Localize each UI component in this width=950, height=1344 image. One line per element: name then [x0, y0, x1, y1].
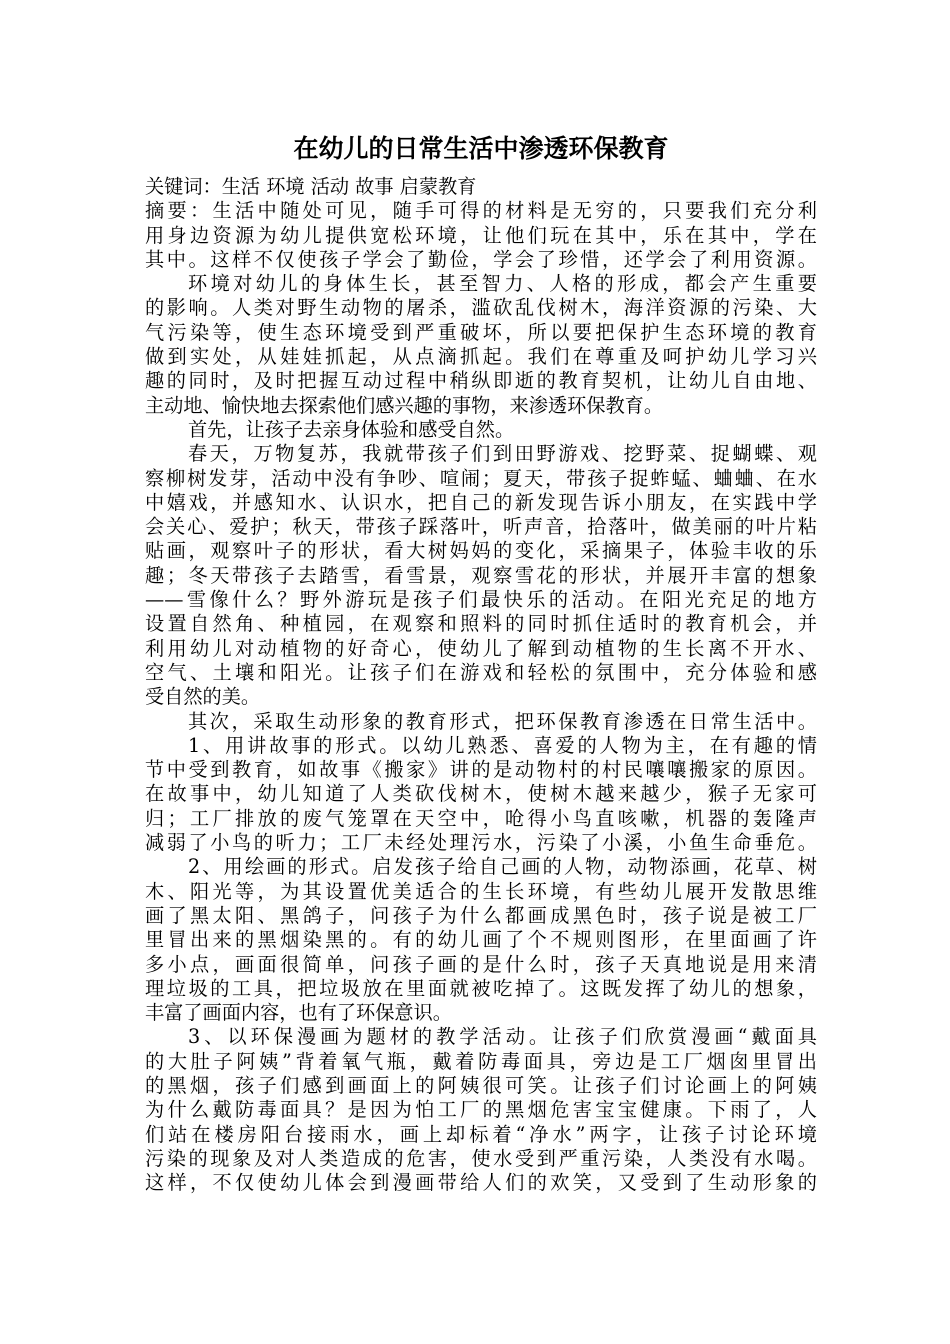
- document-body: [145, 175, 817, 1195]
- text-line: 摘要：生活中随处可见，随手可得的材料是无穷的，只要我们充分利: [145, 199, 817, 223]
- text-line: 的大肚子阿姨”背着氧气瓶，戴着防毒面具，旁边是工厂烟囱里冒出: [145, 1049, 817, 1073]
- text-line: 春天，万物复苏，我就带孩子们到田野游戏、挖野菜、捉蝴蝶、观: [188, 442, 817, 466]
- text-line: 2、用绘画的形式。启发孩子给自己画的人物，动物添画，花草、树: [188, 855, 817, 879]
- text-line: 的影响。人类对野生动物的屠杀，滥砍乱伐树木，海洋资源的污染、大: [145, 296, 817, 320]
- text-line: 设置自然角、种植园，在观察和照料的同时抓住适时的教育机会，并: [145, 612, 817, 636]
- text-line: 趣；冬天带孩子去踏雪，看雪景，观察雪花的形状，并展开丰富的想象: [145, 563, 817, 587]
- text-line: 木、阳光等，为其设置优美适合的生长环境，有些幼儿展开发散思维: [145, 879, 817, 903]
- text-line: 丰富了画面内容，也有了环保意识。: [145, 1001, 452, 1025]
- text-line: 首先，让孩子去亲身体验和感受自然。: [188, 417, 515, 441]
- text-line: 减弱了小鸟的听力；工厂未经处理污水，污染了小溪，小鱼生命垂危。: [145, 831, 817, 855]
- text-line: 会关心、爱护；秋天，带孩子踩落叶，听声音，拾落叶，做美丽的叶片粘: [145, 515, 817, 539]
- text-line: 多小点，画面很简单，问孩子画的是什么时，孩子天真地说是用来清: [145, 952, 817, 976]
- text-line: 理垃圾的工具，把垃圾放在里面就被吃掉了。这既发挥了幼儿的想象，: [145, 976, 817, 1000]
- text-line: 察柳树发芽，活动中没有争吵、喧闹；夏天，带孩子捉蚱蜢、蛐蛐、在水: [145, 466, 817, 490]
- text-line: 环境对幼儿的身体生长，甚至智力、人格的形成，都会产生重要: [188, 272, 817, 296]
- text-line: 中嬉戏，并感知水、认识水，把自己的新发现告诉小朋友，在实践中学: [145, 490, 817, 514]
- text-line: 其次，采取生动形象的教育形式，把环保教育渗透在日常生活中。: [188, 709, 817, 733]
- text-line: 用身边资源为幼儿提供宽松环境，让他们玩在其中，乐在其中，学在: [145, 223, 817, 247]
- text-line: 画了黑太阳、黑鸽子，问孩子为什么都画成黑色时，孩子说是被工厂: [145, 903, 817, 927]
- text-line: 里冒出来的黑烟染黑的。有的幼儿画了个不规则图形，在里面画了许: [145, 928, 817, 952]
- text-line: ——雪像什么？野外游玩是孩子们最快乐的活动。在阳光充足的地方: [145, 588, 817, 612]
- text-line: 这样，不仅使幼儿体会到漫画带给人们的欢笑，又受到了生动形象的: [145, 1171, 817, 1195]
- text-line: 污染的现象及对人类造成的危害，使水受到严重污染，人类没有水喝。: [145, 1146, 817, 1170]
- text-line: 利用幼儿对动植物的好奇心，使幼儿了解到动植物的生长离不开水、: [145, 636, 817, 660]
- text-line: 做到实处，从娃娃抓起，从点滴抓起。我们在尊重及呵护幼儿学习兴: [145, 345, 817, 369]
- text-line: 气污染等，使生态环境受到严重破坏，所以要把保护生态环境的教育: [145, 320, 817, 344]
- text-line: 归；工厂排放的废气笼罩在天空中，呛得小鸟直咳嗽，机器的轰隆声: [145, 806, 817, 830]
- text-line: 为什么戴防毒面具？是因为怕工厂的黑烟危害宝宝健康。下雨了，人: [145, 1098, 817, 1122]
- text-line: 关键词：生活 环境 活动 故事 启蒙教育: [145, 175, 477, 198]
- text-line: 空气、土壤和阳光。让孩子们在游戏和轻松的氛围中，充分体验和感: [145, 660, 817, 684]
- text-line: 在故事中，幼儿知道了人类砍伐树木，使树木越来越少，猴子无家可: [145, 782, 817, 806]
- text-line: 的黑烟，孩子们感到画面上的阿姨很可笑。让孩子们讨论画上的阿姨: [145, 1073, 817, 1097]
- text-line: 们站在楼房阳台接雨水，画上却标着“净水”两字，让孩子讨论环境: [145, 1122, 817, 1146]
- text-line: 趣的同时，及时把握互动过程中稍纵即逝的教育契机，让幼儿自由地、: [145, 369, 817, 393]
- text-line: 主动地、愉快地去探索他们感兴趣的事物，来渗透环保教育。: [145, 393, 664, 417]
- text-line: 节中受到教育，如故事《搬家》讲的是动物村的村民嚷嚷搬家的原因。: [145, 758, 817, 782]
- document-title: 在幼儿的日常生活中渗透环保教育: [293, 134, 669, 163]
- text-line: 受自然的美。: [145, 685, 261, 709]
- text-line: 其中。这样不仅使孩子学会了勤俭，学会了珍惜，还学会了利用资源。: [145, 247, 817, 271]
- text-line: 1、用讲故事的形式。以幼儿熟悉、喜爱的人物为主，在有趣的情: [188, 733, 817, 757]
- text-line: 3、以环保漫画为题材的教学活动。让孩子们欣赏漫画“戴面具: [188, 1025, 817, 1049]
- text-line: 贴画，观察叶子的形状，看大树妈妈的变化，采摘果子，体验丰收的乐: [145, 539, 817, 563]
